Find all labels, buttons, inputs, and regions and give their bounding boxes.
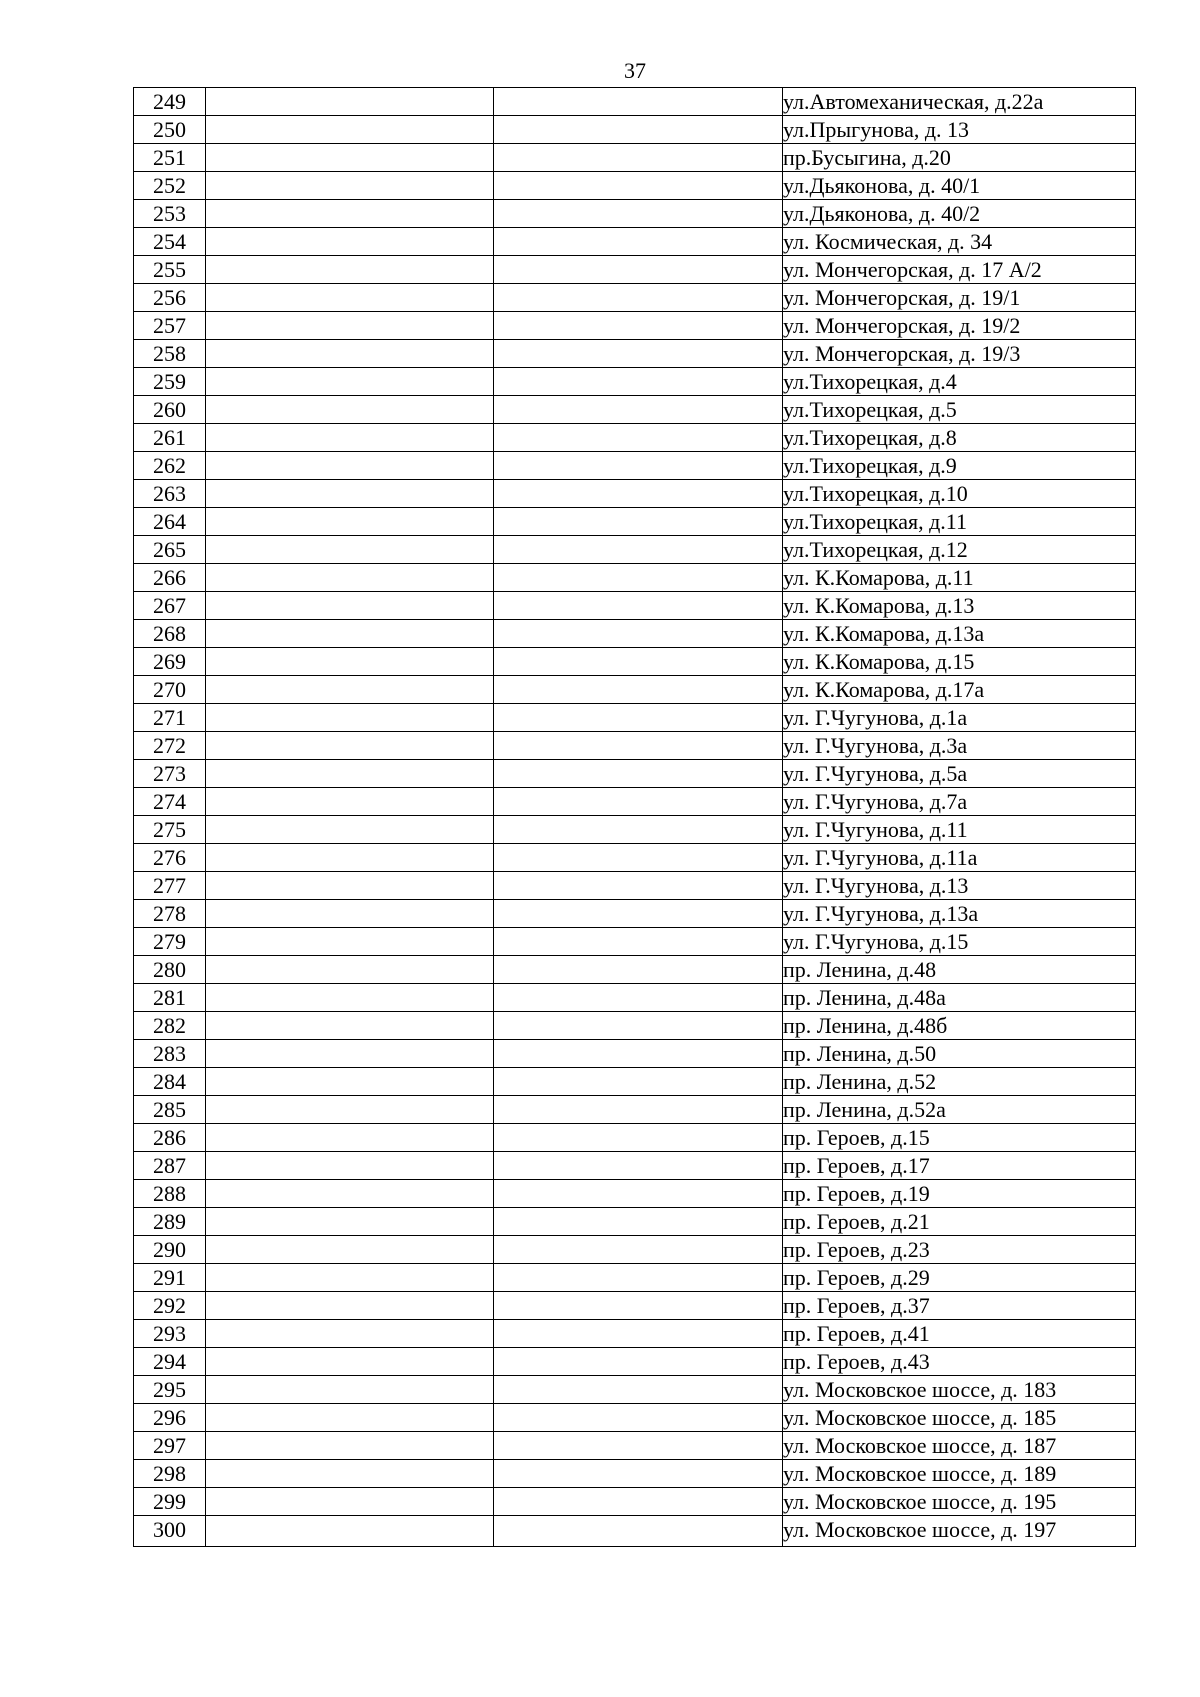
empty-cell	[494, 1068, 783, 1096]
empty-cell	[494, 1208, 783, 1236]
address-cell: ул. Г.Чугунова, д.1а	[783, 704, 1136, 732]
address-cell: пр. Героев, д.21	[783, 1208, 1136, 1236]
row-number-cell: 263	[134, 480, 206, 508]
empty-cell	[494, 1320, 783, 1348]
empty-cell	[494, 1180, 783, 1208]
empty-cell	[206, 536, 494, 564]
empty-cell	[494, 396, 783, 424]
row-number-cell: 300	[134, 1516, 206, 1547]
address-table-body	[134, 88, 1136, 1547]
table-row	[134, 284, 1136, 312]
table-row	[134, 536, 1136, 564]
address-cell: ул. Мончегорская, д. 19/3	[783, 340, 1136, 368]
row-number-cell: 289	[134, 1208, 206, 1236]
row-number-cell: 279	[134, 928, 206, 956]
empty-cell	[494, 424, 783, 452]
address-cell: пр. Героев, д.19	[783, 1180, 1136, 1208]
address-cell: ул. Московское шоссе, д. 189	[783, 1460, 1136, 1488]
empty-cell	[206, 732, 494, 760]
empty-cell	[206, 1012, 494, 1040]
table-row	[134, 200, 1136, 228]
address-cell: пр. Ленина, д.48а	[783, 984, 1136, 1012]
row-number-cell: 273	[134, 760, 206, 788]
empty-cell	[494, 620, 783, 648]
empty-cell	[494, 788, 783, 816]
address-cell: ул. Московское шоссе, д. 197	[783, 1516, 1136, 1547]
address-cell: ул. Г.Чугунова, д.15	[783, 928, 1136, 956]
address-cell: ул.Тихорецкая, д.4	[783, 368, 1136, 396]
empty-cell	[206, 1348, 494, 1376]
empty-cell	[206, 1376, 494, 1404]
row-number-cell: 268	[134, 620, 206, 648]
empty-cell	[494, 760, 783, 788]
empty-cell	[206, 956, 494, 984]
address-cell: ул. Г.Чугунова, д.13а	[783, 900, 1136, 928]
empty-cell	[206, 1208, 494, 1236]
empty-cell	[494, 844, 783, 872]
empty-cell	[206, 1152, 494, 1180]
table-row	[134, 732, 1136, 760]
table-row	[134, 1180, 1136, 1208]
empty-cell	[494, 1096, 783, 1124]
address-cell: пр. Ленина, д.52а	[783, 1096, 1136, 1124]
empty-cell	[206, 1236, 494, 1264]
table-row	[134, 1264, 1136, 1292]
empty-cell	[494, 928, 783, 956]
address-cell: пр. Ленина, д.50	[783, 1040, 1136, 1068]
table-row	[134, 984, 1136, 1012]
table-row	[134, 312, 1136, 340]
table-row	[134, 1320, 1136, 1348]
empty-cell	[494, 88, 783, 116]
table-row	[134, 508, 1136, 536]
row-number-cell: 265	[134, 536, 206, 564]
empty-cell	[206, 396, 494, 424]
table-row	[134, 760, 1136, 788]
empty-cell	[206, 592, 494, 620]
address-cell: ул. Г.Чугунова, д.7а	[783, 788, 1136, 816]
empty-cell	[494, 1348, 783, 1376]
empty-cell	[494, 1124, 783, 1152]
table-row	[134, 228, 1136, 256]
empty-cell	[494, 984, 783, 1012]
row-number-cell: 281	[134, 984, 206, 1012]
empty-cell	[494, 1236, 783, 1264]
empty-cell	[494, 1040, 783, 1068]
table-row	[134, 424, 1136, 452]
row-number-cell: 276	[134, 844, 206, 872]
empty-cell	[494, 956, 783, 984]
row-number-cell: 286	[134, 1124, 206, 1152]
row-number-cell: 258	[134, 340, 206, 368]
empty-cell	[494, 816, 783, 844]
empty-cell	[494, 592, 783, 620]
table-row	[134, 1432, 1136, 1460]
empty-cell	[206, 900, 494, 928]
address-cell: ул.Дьяконова, д. 40/1	[783, 172, 1136, 200]
empty-cell	[206, 508, 494, 536]
row-number-cell: 298	[134, 1460, 206, 1488]
address-cell: ул. К.Комарова, д.13а	[783, 620, 1136, 648]
empty-cell	[206, 564, 494, 592]
row-number-cell: 266	[134, 564, 206, 592]
address-cell: ул. Московское шоссе, д. 195	[783, 1488, 1136, 1516]
row-number-cell: 261	[134, 424, 206, 452]
address-cell: ул.Тихорецкая, д.9	[783, 452, 1136, 480]
row-number-cell: 272	[134, 732, 206, 760]
row-number-cell: 249	[134, 88, 206, 116]
empty-cell	[206, 872, 494, 900]
empty-cell	[494, 452, 783, 480]
empty-cell	[494, 116, 783, 144]
empty-cell	[206, 480, 494, 508]
row-number-cell: 296	[134, 1404, 206, 1432]
empty-cell	[206, 340, 494, 368]
empty-cell	[494, 172, 783, 200]
empty-cell	[494, 1516, 783, 1547]
table-row	[134, 900, 1136, 928]
table-row	[134, 1460, 1136, 1488]
empty-cell	[494, 732, 783, 760]
empty-cell	[494, 200, 783, 228]
table-row	[134, 1124, 1136, 1152]
empty-cell	[494, 508, 783, 536]
empty-cell	[494, 228, 783, 256]
address-cell: ул.Тихорецкая, д.8	[783, 424, 1136, 452]
empty-cell	[494, 144, 783, 172]
empty-cell	[494, 1460, 783, 1488]
address-cell: пр. Героев, д.29	[783, 1264, 1136, 1292]
empty-cell	[206, 788, 494, 816]
row-number-cell: 294	[134, 1348, 206, 1376]
row-number-cell: 252	[134, 172, 206, 200]
row-number-cell: 278	[134, 900, 206, 928]
empty-cell	[494, 564, 783, 592]
empty-cell	[206, 844, 494, 872]
address-cell: пр. Ленина, д.48	[783, 956, 1136, 984]
table-row	[134, 452, 1136, 480]
table-row	[134, 564, 1136, 592]
row-number-cell: 260	[134, 396, 206, 424]
address-cell: ул.Тихорецкая, д.5	[783, 396, 1136, 424]
row-number-cell: 254	[134, 228, 206, 256]
row-number-cell: 253	[134, 200, 206, 228]
table-row	[134, 368, 1136, 396]
empty-cell	[206, 200, 494, 228]
empty-cell	[494, 284, 783, 312]
address-cell: ул. Мончегорская, д. 19/2	[783, 312, 1136, 340]
table-row	[134, 1040, 1136, 1068]
empty-cell	[494, 536, 783, 564]
table-row	[134, 956, 1136, 984]
address-cell: ул. Московское шоссе, д. 183	[783, 1376, 1136, 1404]
table-row	[134, 1348, 1136, 1376]
row-number-cell: 262	[134, 452, 206, 480]
empty-cell	[206, 368, 494, 396]
empty-cell	[494, 312, 783, 340]
row-number-cell: 275	[134, 816, 206, 844]
row-number-cell: 256	[134, 284, 206, 312]
row-number-cell: 257	[134, 312, 206, 340]
address-cell: пр. Героев, д.15	[783, 1124, 1136, 1152]
row-number-cell: 255	[134, 256, 206, 284]
address-cell: пр. Героев, д.17	[783, 1152, 1136, 1180]
row-number-cell: 290	[134, 1236, 206, 1264]
address-cell: ул. К.Комарова, д.11	[783, 564, 1136, 592]
address-cell: ул. Г.Чугунова, д.11а	[783, 844, 1136, 872]
table-row	[134, 844, 1136, 872]
row-number-cell: 288	[134, 1180, 206, 1208]
row-number-cell: 267	[134, 592, 206, 620]
row-number-cell: 293	[134, 1320, 206, 1348]
row-number-cell: 297	[134, 1432, 206, 1460]
empty-cell	[206, 312, 494, 340]
empty-cell	[494, 1292, 783, 1320]
table-row	[134, 788, 1136, 816]
table-row	[134, 1236, 1136, 1264]
empty-cell	[494, 368, 783, 396]
empty-cell	[206, 1068, 494, 1096]
row-number-cell: 295	[134, 1376, 206, 1404]
table-row	[134, 396, 1136, 424]
empty-cell	[206, 1040, 494, 1068]
address-cell: пр. Героев, д.43	[783, 1348, 1136, 1376]
empty-cell	[494, 704, 783, 732]
empty-cell	[494, 1152, 783, 1180]
table-row	[134, 116, 1136, 144]
row-number-cell: 270	[134, 676, 206, 704]
address-cell: пр. Героев, д.41	[783, 1320, 1136, 1348]
table-row	[134, 648, 1136, 676]
empty-cell	[206, 1292, 494, 1320]
empty-cell	[494, 648, 783, 676]
empty-cell	[206, 228, 494, 256]
table-row	[134, 676, 1136, 704]
address-cell: ул.Тихорецкая, д.12	[783, 536, 1136, 564]
row-number-cell: 280	[134, 956, 206, 984]
address-cell: пр. Героев, д.37	[783, 1292, 1136, 1320]
row-number-cell: 299	[134, 1488, 206, 1516]
row-number-cell: 259	[134, 368, 206, 396]
row-number-cell: 283	[134, 1040, 206, 1068]
address-cell: ул. Г.Чугунова, д.5а	[783, 760, 1136, 788]
row-number-cell: 285	[134, 1096, 206, 1124]
table-row	[134, 620, 1136, 648]
row-number-cell: 292	[134, 1292, 206, 1320]
empty-cell	[206, 116, 494, 144]
address-cell: ул. К.Комарова, д.13	[783, 592, 1136, 620]
empty-cell	[206, 172, 494, 200]
empty-cell	[206, 1124, 494, 1152]
row-number-cell: 264	[134, 508, 206, 536]
empty-cell	[206, 620, 494, 648]
address-cell: ул. Мончегорская, д. 19/1	[783, 284, 1136, 312]
table-row	[134, 1376, 1136, 1404]
table-row	[134, 704, 1136, 732]
empty-cell	[206, 816, 494, 844]
empty-cell	[206, 984, 494, 1012]
empty-cell	[206, 1320, 494, 1348]
table-row	[134, 340, 1136, 368]
empty-cell	[206, 452, 494, 480]
table-row	[134, 1152, 1136, 1180]
table-row	[134, 816, 1136, 844]
address-cell: пр.Бусыгина, д.20	[783, 144, 1136, 172]
address-cell: ул.Тихорецкая, д.10	[783, 480, 1136, 508]
address-table	[133, 87, 1136, 1547]
row-number-cell: 250	[134, 116, 206, 144]
empty-cell	[494, 872, 783, 900]
empty-cell	[494, 900, 783, 928]
empty-cell	[206, 704, 494, 732]
row-number-cell: 277	[134, 872, 206, 900]
table-row	[134, 172, 1136, 200]
address-cell: ул. Космическая, д. 34	[783, 228, 1136, 256]
address-cell: ул. Г.Чугунова, д.3а	[783, 732, 1136, 760]
empty-cell	[206, 256, 494, 284]
address-cell: ул. Г.Чугунова, д.13	[783, 872, 1136, 900]
table-row	[134, 1208, 1136, 1236]
empty-cell	[206, 1096, 494, 1124]
empty-cell	[206, 144, 494, 172]
table-row	[134, 1516, 1136, 1547]
address-cell: ул.Прыгунова, д. 13	[783, 116, 1136, 144]
address-cell: пр. Ленина, д.52	[783, 1068, 1136, 1096]
table-row	[134, 1096, 1136, 1124]
address-cell: ул. Мончегорская, д. 17 А/2	[783, 256, 1136, 284]
row-number-cell: 287	[134, 1152, 206, 1180]
empty-cell	[494, 1488, 783, 1516]
row-number-cell: 284	[134, 1068, 206, 1096]
empty-cell	[494, 256, 783, 284]
table-row	[134, 592, 1136, 620]
empty-cell	[206, 1488, 494, 1516]
empty-cell	[206, 760, 494, 788]
table-row	[134, 1068, 1136, 1096]
empty-cell	[206, 1460, 494, 1488]
empty-cell	[494, 1012, 783, 1040]
address-cell: ул. К.Комарова, д.15	[783, 648, 1136, 676]
page-number: 37	[624, 58, 646, 83]
empty-cell	[494, 340, 783, 368]
address-cell: ул. К.Комарова, д.17а	[783, 676, 1136, 704]
table-row	[134, 144, 1136, 172]
table-row	[134, 480, 1136, 508]
empty-cell	[494, 1432, 783, 1460]
empty-cell	[206, 284, 494, 312]
table-row	[134, 872, 1136, 900]
address-cell: ул. Г.Чугунова, д.11	[783, 816, 1136, 844]
table-row	[134, 1488, 1136, 1516]
table-row	[134, 1404, 1136, 1432]
empty-cell	[206, 88, 494, 116]
empty-cell	[494, 1264, 783, 1292]
row-number-cell: 251	[134, 144, 206, 172]
empty-cell	[206, 1404, 494, 1432]
row-number-cell: 271	[134, 704, 206, 732]
empty-cell	[206, 1264, 494, 1292]
table-row	[134, 256, 1136, 284]
empty-cell	[494, 480, 783, 508]
row-number-cell: 282	[134, 1012, 206, 1040]
empty-cell	[206, 676, 494, 704]
address-cell: ул. Московское шоссе, д. 185	[783, 1404, 1136, 1432]
table-row	[134, 928, 1136, 956]
address-cell: ул. Московское шоссе, д. 187	[783, 1432, 1136, 1460]
empty-cell	[494, 676, 783, 704]
empty-cell	[494, 1376, 783, 1404]
empty-cell	[206, 1516, 494, 1547]
table-row	[134, 88, 1136, 116]
row-number-cell: 269	[134, 648, 206, 676]
empty-cell	[206, 1432, 494, 1460]
address-cell: ул.Дьяконова, д. 40/2	[783, 200, 1136, 228]
empty-cell	[206, 424, 494, 452]
row-number-cell: 274	[134, 788, 206, 816]
empty-cell	[206, 648, 494, 676]
empty-cell	[494, 1404, 783, 1432]
empty-cell	[206, 1180, 494, 1208]
address-cell: пр. Ленина, д.48б	[783, 1012, 1136, 1040]
row-number-cell: 291	[134, 1264, 206, 1292]
table-row	[134, 1012, 1136, 1040]
address-cell: ул.Автомеханическая, д.22а	[783, 88, 1136, 116]
table-row	[134, 1292, 1136, 1320]
empty-cell	[206, 928, 494, 956]
address-cell: ул.Тихорецкая, д.11	[783, 508, 1136, 536]
address-cell: пр. Героев, д.23	[783, 1236, 1136, 1264]
